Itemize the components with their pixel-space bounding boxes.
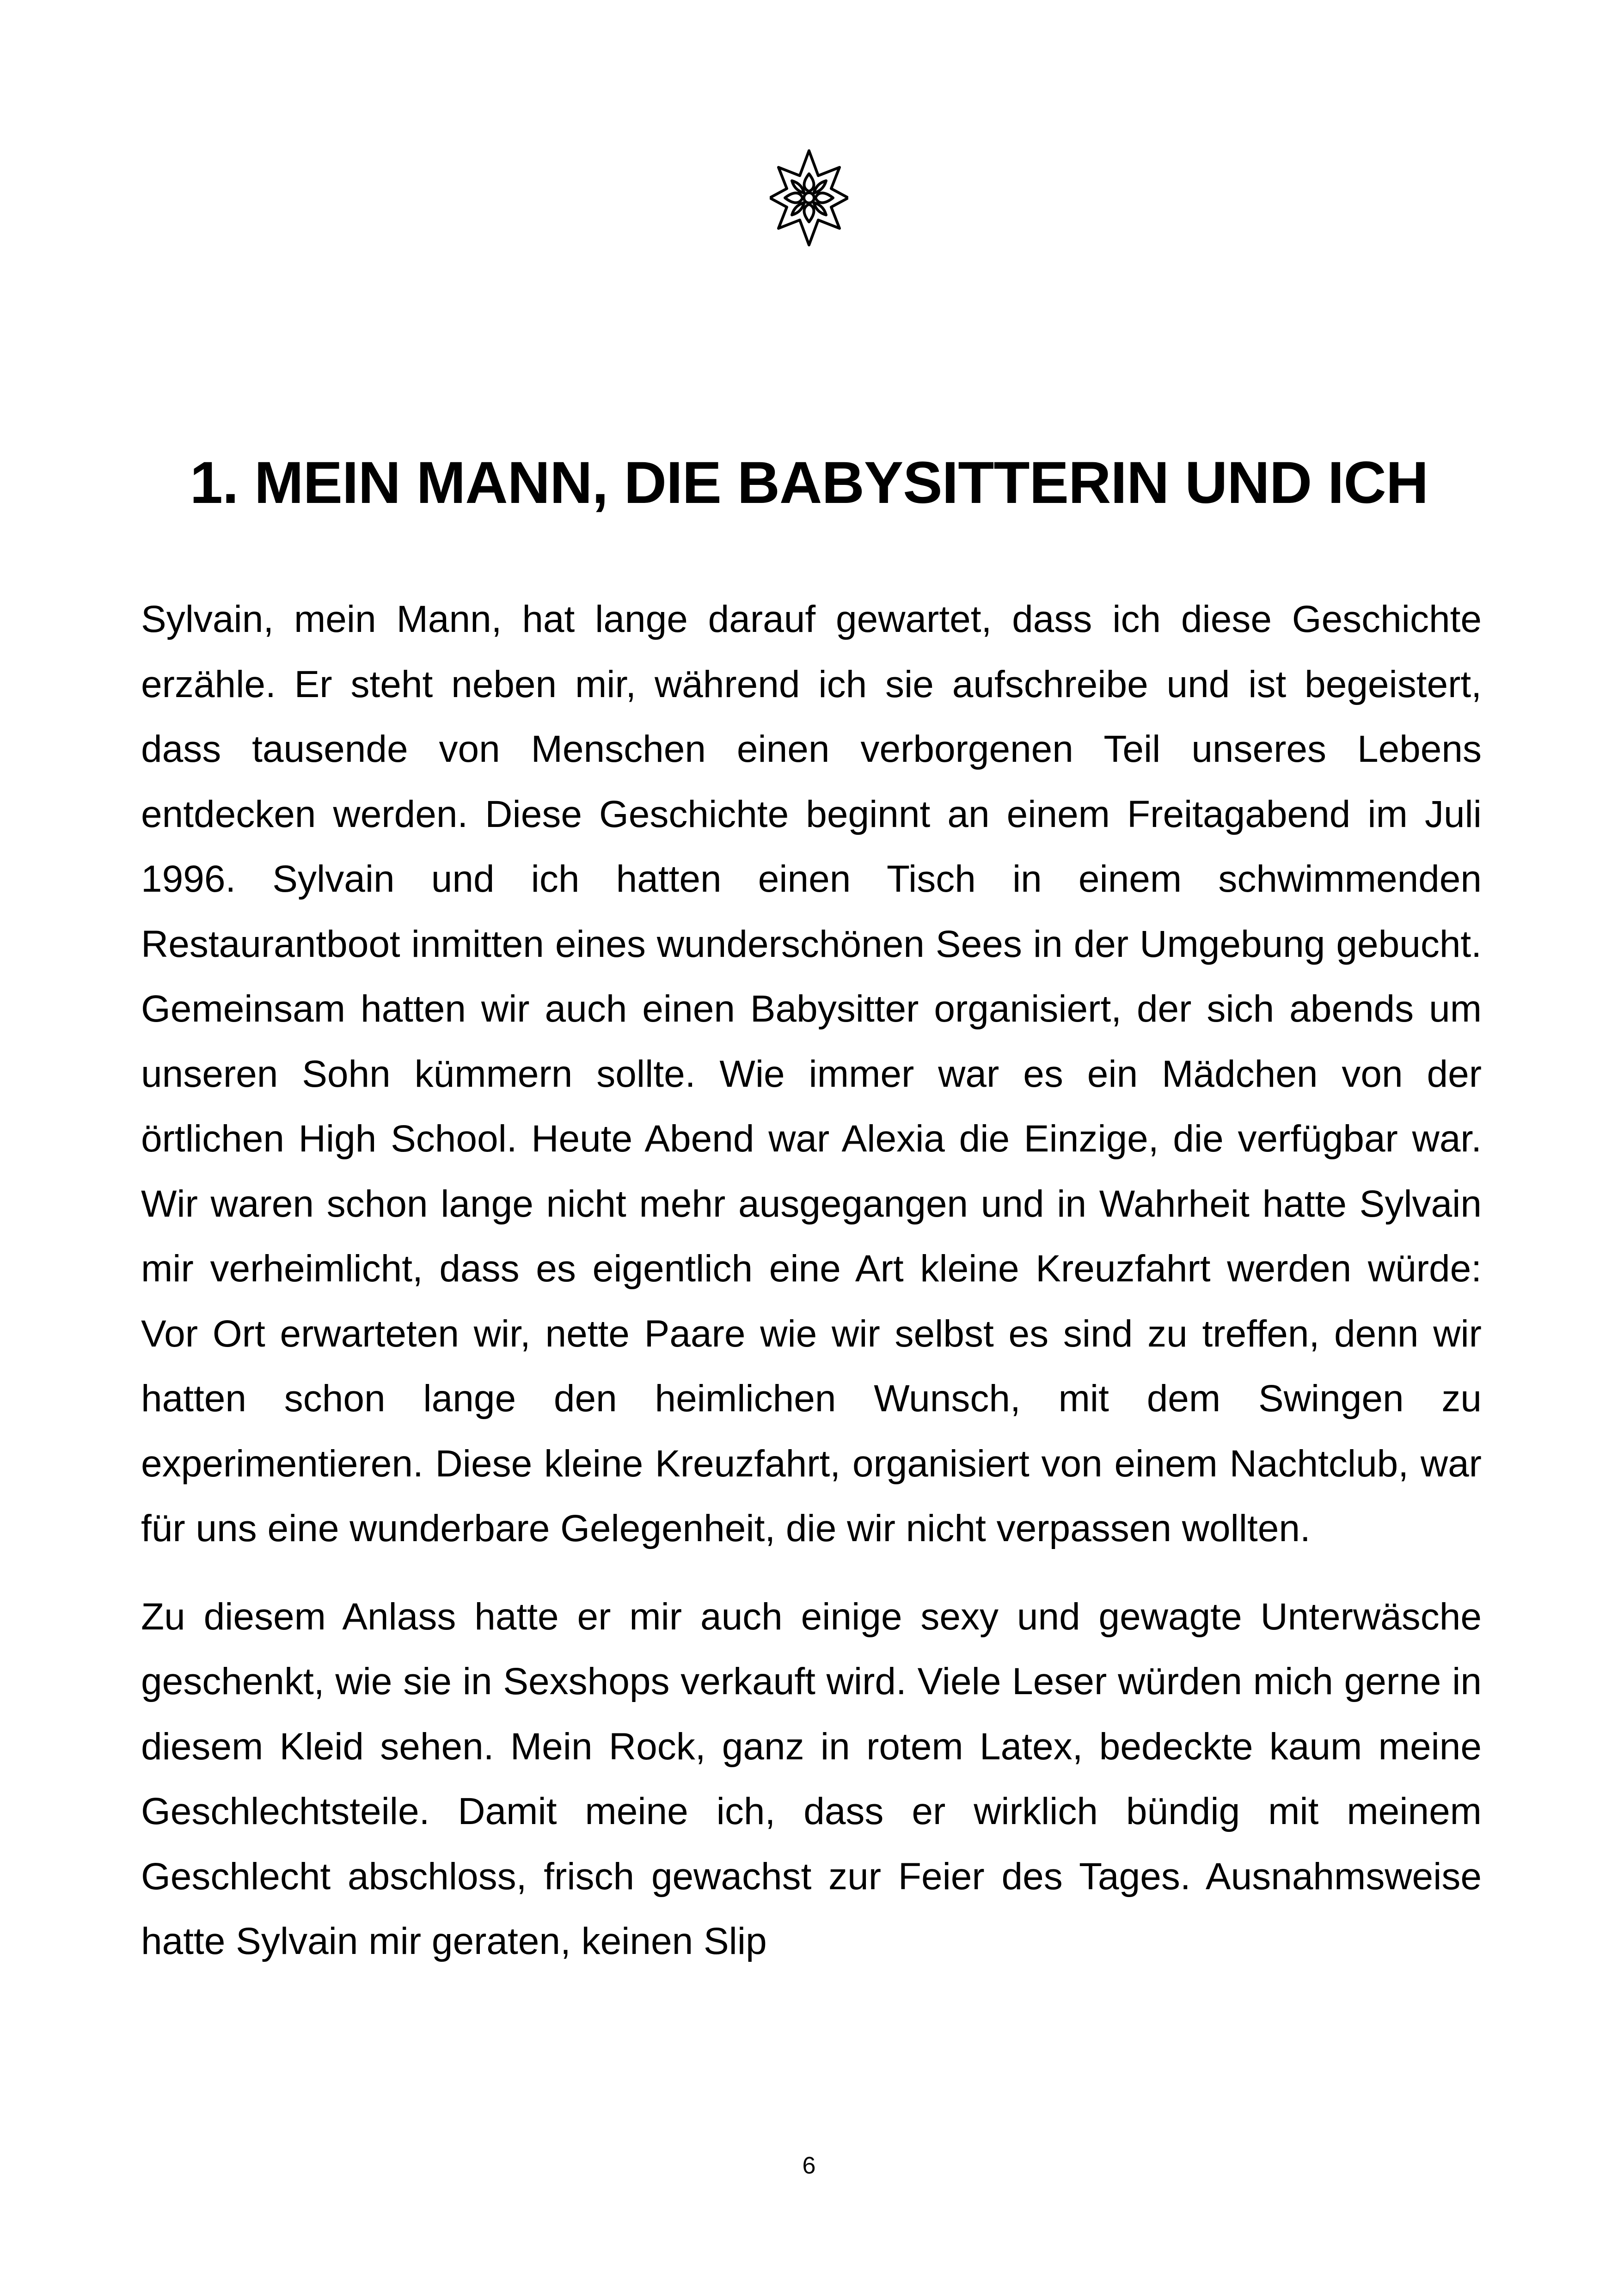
paragraph: Sylvain, mein Mann, hat lange darauf gewartet, dass ich diese Geschichte erzähle. Er steht neben mir, während ich sie aufschreibe und ist begeistert, dass tausende von Menschen einen verborgenen Teil unseres Lebens entdecken werden. Diese Geschichte beginnt an einem Freitagabend im Juli 1996. Sylvain und ich hatten einen Tisch in einem schwimmenden Restaurantboot inmitten eines wunderschönen Sees in der Umgebung gebucht. Gemeinsam hatten wir auch einen Babysitter organisiert, der sich abends um unseren Sohn kümmern sollte. Wie immer war es ein Mädchen von der örtlichen High School. Heute Abend war Alexia die Einzige, die verfügbar war. Wir waren schon lange nicht mehr ausgegangen und in Wahrheit hatte Sylvain mir verheimlicht, dass es eigentlich eine Art kleine Kreuzfahrt werden würde: Vor Ort erwarteten wir, nette Paare wie wir selbst es sind zu treffen, denn wir hatten schon lange den heimlichen Wunsch, mit dem Swingen zu experimentieren. Diese kleine Kreuzfahrt, organisiert von einem Nachtclub, war für uns eine wunderbare Gelegenheit, die wir nicht verpassen wollten. [141,598,1482,1549]
paragraph: Zu diesem Anlass hatte er mir auch einige sexy und gewagte Unterwäsche geschenkt, wie sie in Sexshops verkauft wird. Viele Leser würden mich gerne in diesem Kleid sehen. Mein Rock, ganz in rotem Latex, bedeckte kaum meine Geschlechtsteile. Damit meine ich, dass er wirklich bündig mit meinem Geschlecht abschloss, frisch gewachst zur Feier des Tages. Ausnahmsweise hatte Sylvain mir geraten, keinen Slip [141,1595,1482,1962]
chapter-body [141,587,1482,1974]
chapter-title: 1. MEIN MANN, DIE BABYSITTERIN UND ICH [190,450,1428,516]
flower-ornament-icon [770,147,848,249]
page-number: 6 [802,2152,816,2179]
